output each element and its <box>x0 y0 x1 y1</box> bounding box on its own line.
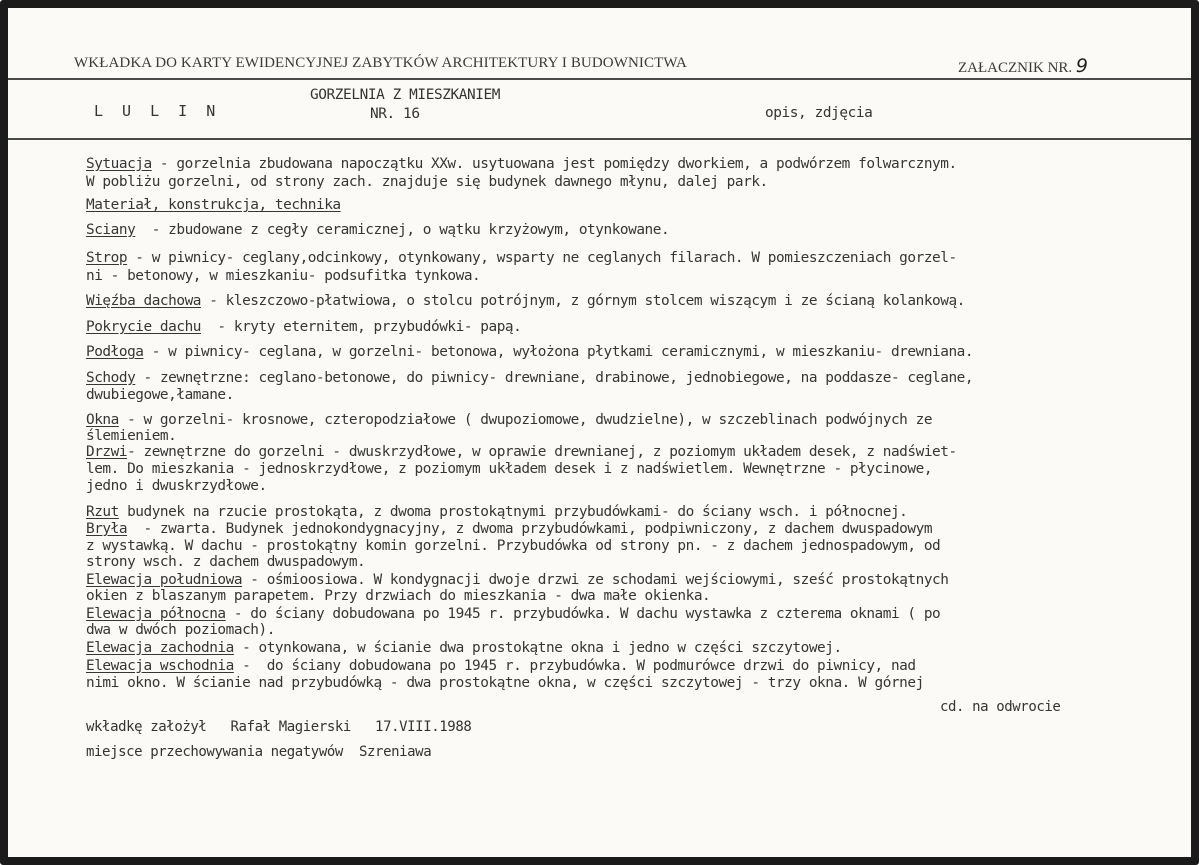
section-text: - w piwnicy- ceglany,odcinkowy, otynkowany, wsparty ne ceglanych filarach. W pomieszczeniach gorzel- <box>127 250 957 266</box>
description-line <box>86 222 669 238</box>
description-line <box>86 461 932 477</box>
description-line <box>86 370 973 386</box>
section-heading: Elewacja północna <box>86 606 226 622</box>
section-text: - do ściany dobudowana po 1945 r. przybudówka. W podmurówce drzwi do piwnicy, nad <box>233 658 916 674</box>
section-heading: Drzwi <box>86 444 128 460</box>
section-text: ni - betonowy, w mieszkaniu- podsufitka tynkowa. <box>86 268 481 284</box>
description-line <box>86 504 907 520</box>
place-name: L U L I N <box>94 102 221 120</box>
section-text: dwubiegowe,łamane. <box>86 387 234 403</box>
section-text: - kleszczowo-płatwiowa, o stolcu potrójnym, z górnym stolcem wiszącym i ze ścianą kolankową. <box>201 293 965 309</box>
attachment-label <box>958 55 1088 77</box>
description-line <box>86 268 480 284</box>
description-line <box>86 588 710 604</box>
attachment-label-text: ZAŁACZNIK NR. <box>958 60 1073 76</box>
section-text: jedno i dwuskrzydłowe. <box>86 478 267 494</box>
section-text: strony wsch. z dachem dwuspadowym. <box>86 554 366 570</box>
section-text: - ośmioosiowa. W kondygnacji dwoje drzwi ze schodami wejściowymi, sześć prostokątnych <box>242 572 949 588</box>
description-line <box>86 554 365 570</box>
section-heading: Okna <box>86 412 119 428</box>
negatives-location: miejsce przechowywania negatywów Szreniawa <box>86 744 432 760</box>
section-text: z wystawką. W dachu - prostokątny komin gorzelni. Przybudówka od strony pn. - z dachem jednospadowym, od <box>86 538 941 554</box>
object-name: GORZELNIA Z MIESZKANIEM <box>310 87 501 103</box>
section-text: W pobliżu gorzelni, od strony zach. znajduje się budynek dawnego młynu, dalej park. <box>86 174 768 190</box>
section-heading: Podłoga <box>86 344 144 360</box>
section-text: - zewnętrzne: ceglano-betonowe, do piwnicy- drewniane, drabinowe, jednobiegowe, na poddasze- ceglane, <box>135 370 974 386</box>
description-line <box>86 521 932 537</box>
section-heading: Strop <box>86 250 128 266</box>
section-heading: Pokrycie dachu <box>86 319 201 335</box>
section-heading: Elewacja zachodnia <box>86 640 234 656</box>
section-text: dwa w dwóch poziomach). <box>86 622 275 638</box>
section-text: - zbudowane z cegły ceramicznej, o wątku krzyżowym, otynkowane. <box>135 222 670 238</box>
description-line <box>86 572 948 588</box>
description-line <box>86 658 916 674</box>
section-text: - zwarta. Budynek jednokondygnacyjny, z dwoma przybudówkami, podpiwniczony, z dachem dwuspadowym <box>127 521 933 537</box>
section-heading: Bryła <box>86 521 128 537</box>
section-text: lem. Do mieszkania - jednoskrzydłowe, z poziomym układem desek i z nadświetlem. Wewnętrzne - płycinowe, <box>86 461 933 477</box>
description-line <box>86 344 973 360</box>
description-line <box>86 156 957 172</box>
description-line <box>86 640 842 656</box>
section-heading: Schody <box>86 370 136 386</box>
description-line <box>86 478 267 494</box>
header-rule-top <box>8 78 1191 80</box>
attachment-number: 9 <box>1075 55 1088 77</box>
description-line <box>86 675 924 691</box>
card-title: WKŁADKA DO KARTY EWIDENCYJNEJ ZABYTKÓW ARCHITEKTURY I BUDOWNICTWA <box>74 55 687 71</box>
continued-note: cd. na odwrocie <box>940 699 1061 715</box>
object-number: NR. 16 <box>370 106 420 122</box>
created-by: wkładkę założył Rafał Magierski 17.VIII.1988 <box>86 719 472 735</box>
description-line <box>86 428 176 444</box>
description-line <box>86 622 275 638</box>
section-text: - kryty eternitem, przybudówki- papą. <box>201 319 522 335</box>
section-text: - w gorzelni- krosnowe, czteropodziałowe ( dwupoziomowe, dwudzielne), w szczeblinach podwójnych ze <box>118 412 933 428</box>
section-text: budynek na rzucie prostokąta, z dwoma prostokątnymi przybudówkami- do ściany wsch. i północnej. <box>118 504 908 520</box>
description-line <box>86 538 940 554</box>
description-line <box>86 293 965 309</box>
section-heading: Elewacja południowa <box>86 572 243 588</box>
section-text: - zewnętrzne do gorzelni - dwuskrzydłowe, w oprawie drewnianej, z poziomym układem desek, z nadświet- <box>127 444 957 460</box>
section-text: - w piwnicy- ceglana, w gorzelni- betonowa, wyłożona płytkami ceramicznymi, w mieszkaniu- drewniana. <box>143 344 974 360</box>
section-text: - otynkowana, w ścianie dwa prostokątne okna i jedno w części szczytowej. <box>233 640 842 656</box>
description-line <box>86 174 768 190</box>
description-line <box>86 387 234 403</box>
description-line <box>86 606 940 622</box>
description-line <box>86 412 932 428</box>
section-text: nimi okno. W ścianie nad przybudówką - dwa prostokątne okna, w części szczytowej - trzy okna. W górnej <box>86 675 924 691</box>
section-text: ślemieniem. <box>86 428 177 444</box>
section-heading: Materiał, konstrukcja, technika <box>86 197 341 213</box>
section-text: okien z blaszanym parapetem. Przy drzwiach do mieszkania - dwa małe okienka. <box>86 588 711 604</box>
description-line <box>86 197 341 213</box>
description-line <box>86 319 521 335</box>
section-text: - do ściany dobudowana po 1945 r. przybudówka. W dachu wystawka z czterema oknami ( po <box>225 606 941 622</box>
header-rule-bottom <box>8 138 1191 140</box>
description-line <box>86 444 957 460</box>
section-heading: Więźba dachowa <box>86 293 201 309</box>
section-text: - gorzelnia zbudowana napoczątku XXw. usytuowana jest pomiędzy dworkiem, a podwórzem folwarcznym. <box>151 156 957 172</box>
description-line <box>86 250 957 266</box>
section-heading: Rzut <box>86 504 119 520</box>
contents-note: opis, zdjęcia <box>765 105 873 121</box>
section-heading: Sciany <box>86 222 136 238</box>
section-heading: Elewacja wschodnia <box>86 658 234 674</box>
section-heading: Sytuacja <box>86 156 152 172</box>
